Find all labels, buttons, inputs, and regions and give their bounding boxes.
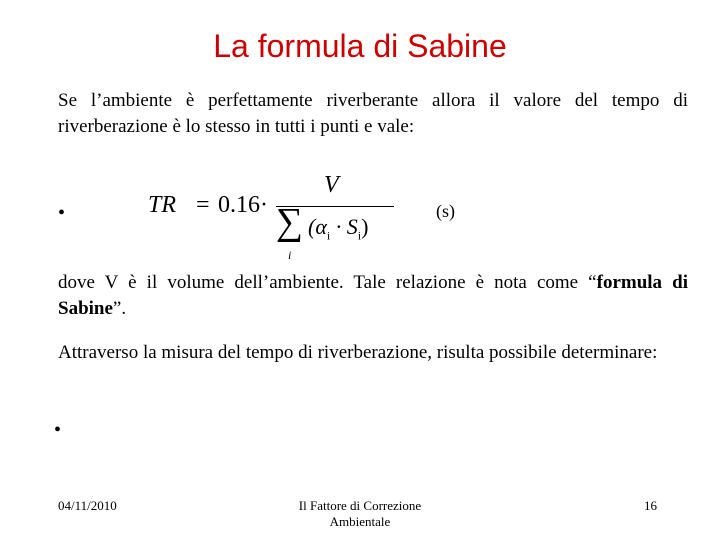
intro-paragraph: Se l’ambiente è perfettamente riverberante allora il valore del tempo di riverberazione è lo stesso in tutti i punti e vale: (58, 90, 688, 137)
denominator-close: ) (361, 214, 369, 239)
footer-title (260, 498, 460, 530)
formula-lhs: TR (148, 192, 177, 218)
measurement-paragraph: Attraverso la misura del tempo di riverberazione, risulta possibile determinare: (58, 342, 658, 363)
footer-title-line1: Il Fattore di Correzione (298, 498, 422, 513)
definition-text-before: dove V è il volume dell’ambiente. Tale relazione è nota come “ (58, 272, 597, 293)
sabine-formula (148, 170, 408, 270)
sum-symbol: ∑ (276, 201, 304, 243)
formula-unit: (s) (436, 201, 455, 221)
definition-paragraph (58, 270, 688, 322)
denominator-sub2: i (357, 228, 362, 243)
bullet-marker-empty: • (54, 419, 62, 441)
denominator-sub1: i (326, 228, 331, 243)
footer-page-number: 16 (644, 498, 657, 513)
formula-denominator (308, 214, 368, 243)
formula-coefficient: 0.16 (218, 192, 260, 218)
slide-title: La formula di Sabine (213, 28, 507, 64)
formula-equals: = (196, 192, 210, 218)
definition-bold: formula di Sabine (58, 272, 688, 319)
footer-date: 04/11/2010 (58, 498, 117, 513)
definition-text-after: ”. (112, 298, 127, 319)
denominator-open: (α (308, 214, 327, 239)
bullet-marker: • (58, 202, 66, 224)
sum-index: i (288, 248, 292, 262)
formula-dot: · (260, 192, 268, 218)
denominator-mid: · S (330, 214, 358, 239)
footer-title-line2: Ambientale (329, 514, 391, 529)
formula-numerator: V (324, 172, 339, 198)
